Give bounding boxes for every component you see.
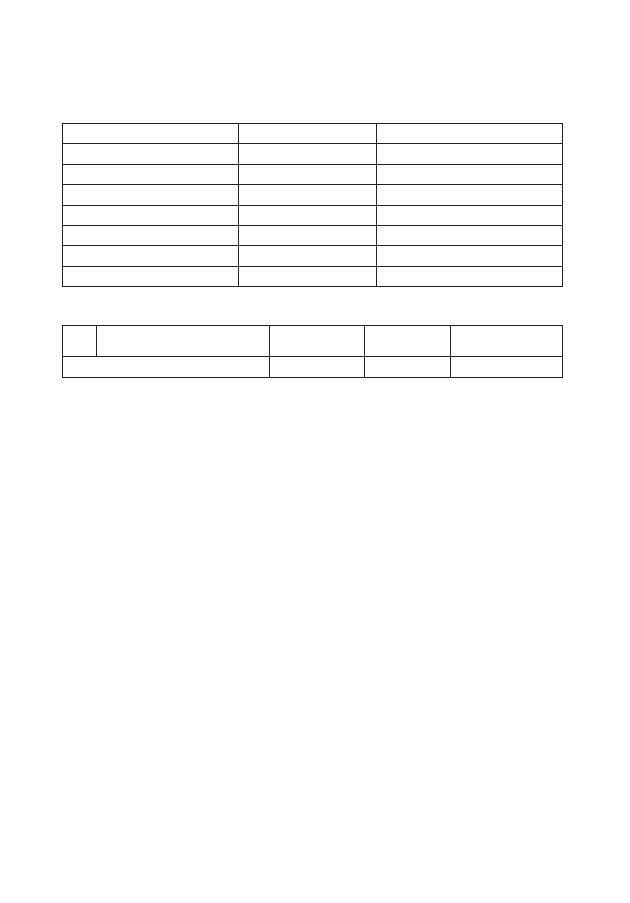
income-total-row [63,266,563,286]
income-row [63,205,563,225]
expense-total-amount-cell[interactable] [270,357,365,378]
income-amount-cell[interactable] [239,246,377,266]
income-row [63,144,563,164]
income-remarks-cell[interactable] [377,144,563,164]
income-amount-cell[interactable] [239,164,377,184]
income-table [62,123,563,287]
income-amount-cell[interactable] [239,205,377,225]
income-remarks-cell[interactable] [377,205,563,225]
income-amount-cell[interactable] [239,144,377,164]
income-remarks-cell[interactable] [377,225,563,245]
expense-header-item [97,326,270,357]
income-total-remarks-cell[interactable] [377,266,563,286]
expense-table [62,325,563,378]
income-header-remarks [377,124,563,144]
income-item-cell [63,246,239,266]
expense-total-subsidy-cell[interactable] [365,357,451,378]
income-row [63,225,563,245]
expense-header-row [63,326,563,357]
expense-header-subsidy-amount [365,326,451,357]
income-row [63,164,563,184]
income-total-amount-cell[interactable] [239,266,377,286]
income-remarks-cell[interactable] [377,246,563,266]
income-header-item [63,124,239,144]
income-row [63,246,563,266]
expense-header-remarks [451,326,563,357]
income-item-cell[interactable] [63,225,239,245]
income-header-amount [239,124,377,144]
income-remarks-cell[interactable] [377,164,563,184]
income-item-cell [63,185,239,205]
expense-total-label [63,357,270,378]
income-amount-cell[interactable] [239,185,377,205]
income-amount-cell[interactable] [239,225,377,245]
expense-header-category [63,326,97,357]
expense-header-amount [270,326,365,357]
expense-total-row [63,357,563,378]
income-item-cell [63,144,239,164]
income-remarks-cell[interactable] [377,185,563,205]
income-total-label [63,266,239,286]
income-row [63,185,563,205]
income-item-cell[interactable] [63,205,239,225]
expense-total-remarks-cell[interactable] [451,357,563,378]
income-item-cell [63,164,239,184]
income-header-row [63,124,563,144]
